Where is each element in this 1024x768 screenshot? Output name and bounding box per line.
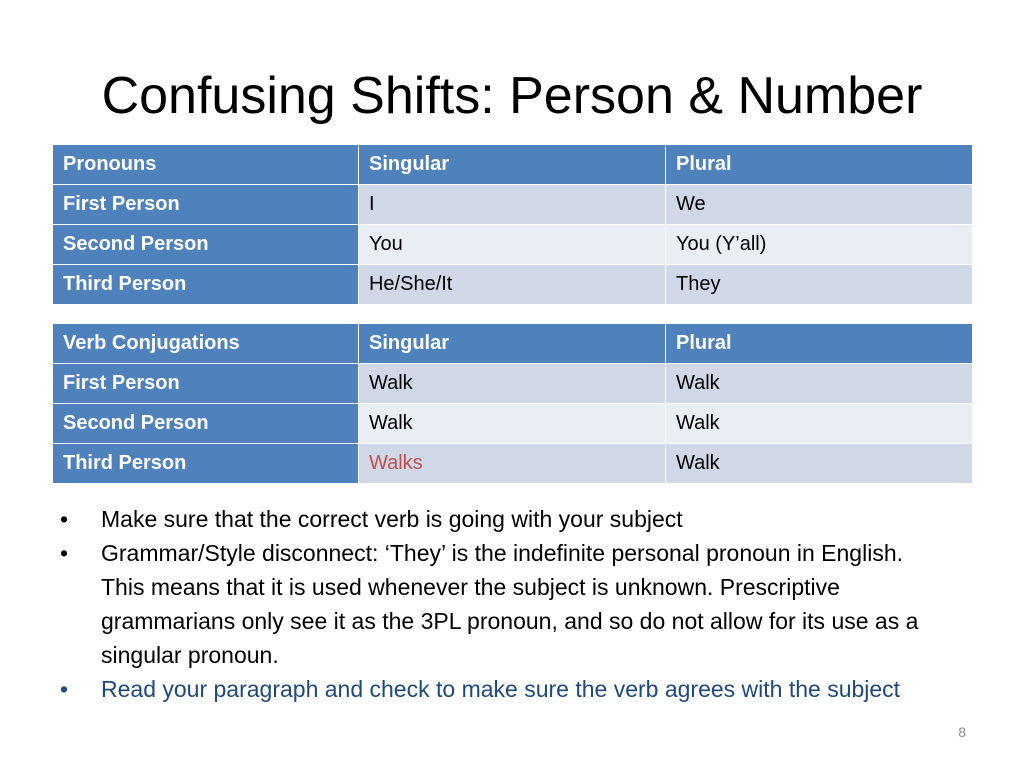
row-label: Second Person — [53, 404, 359, 444]
header-plural: Plural — [665, 324, 972, 364]
header-plural: Plural — [665, 145, 972, 185]
plural-cell: We — [665, 185, 972, 225]
singular-cell: Walk — [358, 404, 665, 444]
plural-cell: They — [665, 265, 972, 305]
list-item — [60, 536, 940, 672]
singular-cell: You — [358, 225, 665, 265]
singular-cell: Walk — [358, 364, 665, 404]
list-item — [60, 502, 940, 536]
table-row — [53, 185, 973, 225]
row-label: Third Person — [53, 444, 359, 484]
plural-cell: You (Y’all) — [665, 225, 972, 265]
page-number: 8 — [958, 724, 966, 740]
header-singular: Singular — [358, 145, 665, 185]
bullet-text: Make sure that the correct verb is going with your subject — [101, 506, 683, 532]
bullet-text: Grammar/Style disconnect: ‘They’ is the indefinite personal pronoun in English. This means that it is used whenever the subject is unknown. Prescriptive grammarians only see it as the 3PL pronoun, and so do not allow for its use as a singular pronoun. — [101, 540, 919, 668]
plural-cell: Walk — [665, 364, 972, 404]
header-verb-conjugations: Verb Conjugations — [53, 324, 359, 364]
row-label: Second Person — [53, 225, 359, 265]
table-row — [53, 225, 973, 265]
row-label: First Person — [53, 364, 359, 404]
bullet-icon: • — [60, 506, 69, 532]
singular-cell: He/She/It — [358, 265, 665, 305]
header-singular: Singular — [358, 324, 665, 364]
slide-title: Confusing Shifts: Person & Number — [101, 67, 923, 125]
table-row — [53, 404, 973, 444]
verb-conjugations-table — [52, 323, 973, 484]
table-row — [53, 444, 973, 484]
singular-cell: I — [358, 185, 665, 225]
singular-cell-highlighted: Walks — [358, 444, 665, 484]
table-header-row — [53, 324, 973, 364]
bullet-icon: • — [60, 540, 69, 566]
table-row — [53, 364, 973, 404]
table-row — [53, 265, 973, 305]
bullet-list — [60, 502, 940, 706]
bullet-text: Read your paragraph and check to make sure the verb agrees with the subject — [101, 676, 901, 702]
list-item — [60, 672, 940, 706]
row-label: Third Person — [53, 265, 359, 305]
plural-cell: Walk — [665, 444, 972, 484]
plural-cell: Walk — [665, 404, 972, 444]
bullet-icon: • — [60, 676, 69, 702]
pronouns-table — [52, 144, 973, 305]
header-pronouns: Pronouns — [53, 145, 359, 185]
row-label: First Person — [53, 185, 359, 225]
table-header-row — [53, 145, 973, 185]
